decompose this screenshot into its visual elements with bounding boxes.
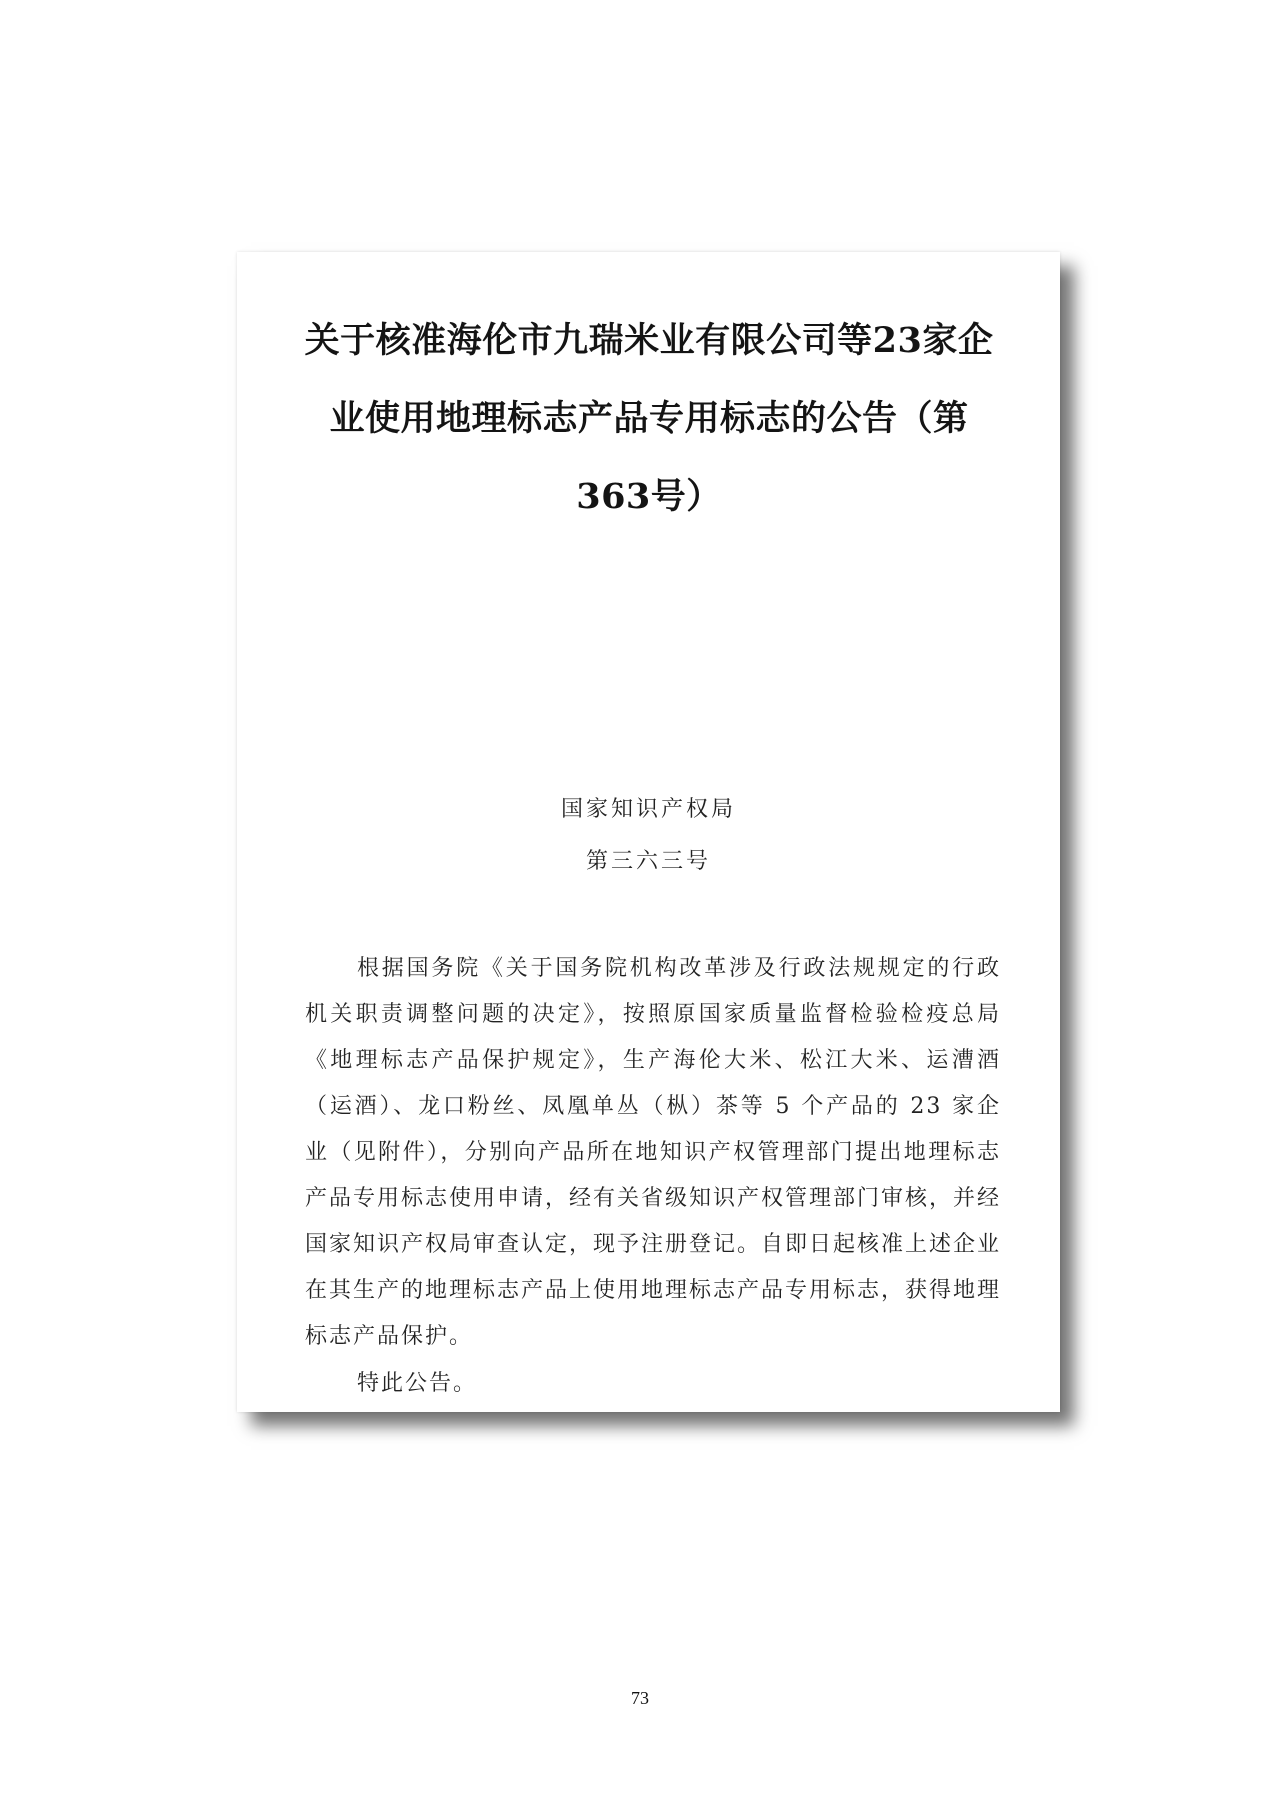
document-image <box>237 252 1060 1412</box>
closing-line: 特此公告。 <box>357 1371 478 1396</box>
body-paragraph: 根据国务院《关于国务院机构改革涉及行政法规规定的行政机关职责调整问题的决定》，按照原国家质量监督检验检疫总局《地理标志产品保护规定》，生产海伦大米、松江大米、运漕酒（运酒）、龙口粉丝、凤凰单丛（枞）茶等 5 个产品的 23 家企业（见附件），分别向产品所在地知识产权管理部门提出地理标志产品专用标志使用申请，经有关省级知识产权管理部门审核，并经国家知识产权局审查认定，现予注册登记。自即日起核准上述企业在其生产的地理标志产品上使用地理标志产品专用标志，获得地理标志产品保护。 <box>305 956 1002 1349</box>
document-number: 第三六三号 <box>585 849 711 874</box>
document-title: 关于核准海伦市九瑞米业有限公司等23家企业使用地理标志产品专用标志的公告（第363号） <box>304 320 994 517</box>
page-number: 73 <box>631 1688 649 1708</box>
issuer-name: 国家知识产权局 <box>560 797 736 822</box>
